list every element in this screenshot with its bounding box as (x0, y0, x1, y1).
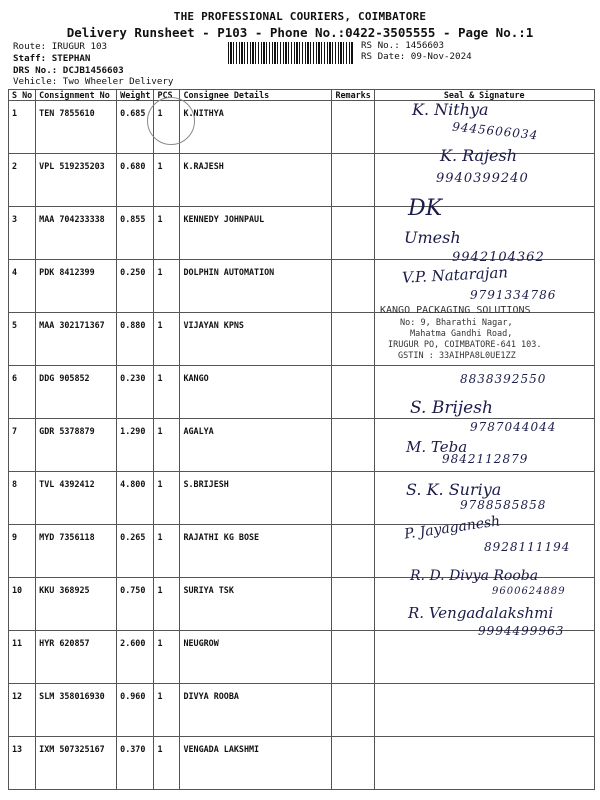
col-pcs: PCS (154, 90, 180, 101)
row-consignee: K.RAJESH (180, 154, 332, 207)
signature-2-name: K. Rajesh (440, 146, 518, 165)
row-sno: 13 (9, 737, 36, 790)
vehicle-label: Vehicle: Two Wheeler Delivery (13, 76, 174, 87)
row-pcs: 1 (154, 419, 180, 472)
row-remarks (332, 578, 374, 631)
row-signature (374, 684, 594, 737)
row-consignment: TVL 4392412 (36, 472, 117, 525)
row-consignment: MYD 7356118 (36, 525, 117, 578)
row-pcs: 1 (154, 525, 180, 578)
signature-9-name: M. Teba (406, 438, 468, 456)
row-weight: 2.600 (117, 631, 154, 684)
signature-8-phone: 9787044044 (470, 420, 557, 434)
row-sno: 4 (9, 260, 36, 313)
row-sno: 9 (9, 525, 36, 578)
col-weight: Weight (117, 90, 154, 101)
row-consignment: MAA 302171367 (36, 313, 117, 366)
row-remarks (332, 154, 374, 207)
row-consignee: VIJAYAN KPNS (180, 313, 332, 366)
row-sno: 8 (9, 472, 36, 525)
runsheet-table (8, 89, 595, 790)
row-pcs: 1 (154, 260, 180, 313)
row-consignment: MAA 704233338 (36, 207, 117, 260)
company-title: THE PROFESSIONAL COURIERS, COIMBATORE (173, 10, 427, 23)
row-remarks (332, 260, 374, 313)
signature-1-phone: 9445606034 (451, 119, 539, 143)
row-pcs: 1 (154, 631, 180, 684)
signature-12-name: R. D. Divya Rooba (410, 568, 539, 584)
row-weight: 0.685 (117, 101, 154, 154)
row-remarks (332, 737, 374, 790)
barcode (228, 42, 354, 64)
row-consignment: SLM 358016930 (36, 684, 117, 737)
row-weight: 0.250 (117, 260, 154, 313)
col-consignee: Consignee Details (180, 90, 332, 101)
stamp-gstin: GSTIN : 33AIHPA8L0UE1ZZ (398, 351, 516, 361)
row-consignee: KANGO (180, 366, 332, 419)
row-consignee: DOLPHIN AUTOMATION (180, 260, 332, 313)
stamp-address-1: No: 9, Bharathi Nagar, (400, 318, 513, 328)
signature-1-name: K. Nithya (412, 100, 489, 119)
row-consignment: GDR 5378879 (36, 419, 117, 472)
row-consignee: DIVYA ROOBA (180, 684, 332, 737)
row-weight: 0.880 (117, 313, 154, 366)
row-weight: 0.230 (117, 366, 154, 419)
row-consignee: KENNEDY JOHNPAUL (180, 207, 332, 260)
table-header-row (9, 90, 595, 101)
row-remarks (332, 366, 374, 419)
signature-12-phone: 9600624889 (492, 586, 566, 597)
row-weight: 4.800 (117, 472, 154, 525)
row-pcs: 1 (154, 684, 180, 737)
row-sno: 3 (9, 207, 36, 260)
signature-11-name: P. Jayaganesh (403, 513, 502, 543)
row-consignment: VPL 519235203 (36, 154, 117, 207)
col-consignment: Consignment No (36, 90, 117, 101)
table-row (9, 684, 595, 737)
row-pcs: 1 (154, 366, 180, 419)
row-sno: 10 (9, 578, 36, 631)
row-pcs: 1 (154, 313, 180, 366)
signature-11-phone: 8928111194 (484, 540, 571, 554)
signature-7-phone: 8838392550 (460, 372, 547, 386)
row-sno: 12 (9, 684, 36, 737)
row-remarks (332, 472, 374, 525)
row-signature (374, 631, 594, 684)
row-remarks (332, 419, 374, 472)
signature-5-name: V.P. Natarajan (401, 263, 509, 287)
row-remarks (332, 313, 374, 366)
col-remarks: Remarks (332, 90, 374, 101)
row-sno: 1 (9, 101, 36, 154)
row-remarks (332, 207, 374, 260)
row-pcs: 1 (154, 154, 180, 207)
row-sno: 11 (9, 631, 36, 684)
stamp-company: KANGO PACKAGING SOLUTIONS (380, 305, 531, 316)
row-consignee: K.NITHYA (180, 101, 332, 154)
row-remarks (332, 101, 374, 154)
signature-3-name: DK (408, 196, 443, 221)
staff-label: Staff: STEPHAN (13, 53, 91, 64)
row-consignment: KKU 368925 (36, 578, 117, 631)
row-weight: 0.960 (117, 684, 154, 737)
signature-8-name: S. Brijesh (410, 398, 493, 418)
row-consignee: VENGADA LAKSHMI (180, 737, 332, 790)
stamp-address-2: Mahatma Gandhi Road, (410, 329, 513, 339)
row-consignee: NEUGROW (180, 631, 332, 684)
row-remarks (332, 684, 374, 737)
row-pcs: 1 (154, 101, 180, 154)
stamp-address-3: IRUGUR PO, COIMBATORE-641 103. (388, 340, 542, 350)
row-pcs: 1 (154, 207, 180, 260)
signature-13-name: R. Vengadalakshmi (408, 604, 554, 622)
row-signature (374, 737, 594, 790)
col-sno: S No (9, 90, 36, 101)
signature-2-phone: 9940399240 (436, 171, 529, 186)
col-signature: Seal & Signature (374, 90, 594, 101)
signature-13-phone: 9994499963 (478, 624, 565, 638)
signature-4-name: Umesh (404, 228, 461, 247)
row-weight: 0.370 (117, 737, 154, 790)
row-pcs: 1 (154, 472, 180, 525)
row-sno: 5 (9, 313, 36, 366)
drs-number: DRS No.: DCJB1456603 (13, 65, 124, 76)
row-remarks (332, 631, 374, 684)
row-pcs: 1 (154, 578, 180, 631)
courier-seal (147, 97, 195, 145)
row-weight: 0.855 (117, 207, 154, 260)
rs-date: RS Date: 09-Nov-2024 (361, 51, 472, 62)
rs-number: RS No.: 1456603 (361, 40, 444, 51)
table-row (9, 631, 595, 684)
row-sno: 2 (9, 154, 36, 207)
signature-10-name: S. K. Suriya (406, 480, 502, 499)
row-consignee: S.BRIJESH (180, 472, 332, 525)
route-label: Route: IRUGUR 103 (13, 41, 108, 52)
row-weight: 0.750 (117, 578, 154, 631)
row-weight: 1.290 (117, 419, 154, 472)
row-consignment: DDG 905852 (36, 366, 117, 419)
row-consignee: RAJATHI KG BOSE (180, 525, 332, 578)
row-remarks (332, 525, 374, 578)
row-consignment: IXM 507325167 (36, 737, 117, 790)
signature-10-phone: 9788585858 (460, 498, 547, 512)
row-weight: 0.680 (117, 154, 154, 207)
signature-5-phone: 9791334786 (470, 288, 557, 302)
runsheet-title: Delivery Runsheet - P103 - Phone No.:0422-3505555 - Page No.:1 (66, 25, 534, 40)
row-consignee: AGALYA (180, 419, 332, 472)
row-consignment: TEN 7855610 (36, 101, 117, 154)
row-consignee: SURIYA TSK (180, 578, 332, 631)
row-sno: 7 (9, 419, 36, 472)
row-consignment: PDK 8412399 (36, 260, 117, 313)
signature-4-phone: 9942104362 (452, 250, 545, 265)
row-sno: 6 (9, 366, 36, 419)
signature-9-phone: 9842112879 (442, 452, 529, 466)
row-pcs: 1 (154, 737, 180, 790)
table-row (9, 737, 595, 790)
row-weight: 0.265 (117, 525, 154, 578)
row-consignment: HYR 620857 (36, 631, 117, 684)
